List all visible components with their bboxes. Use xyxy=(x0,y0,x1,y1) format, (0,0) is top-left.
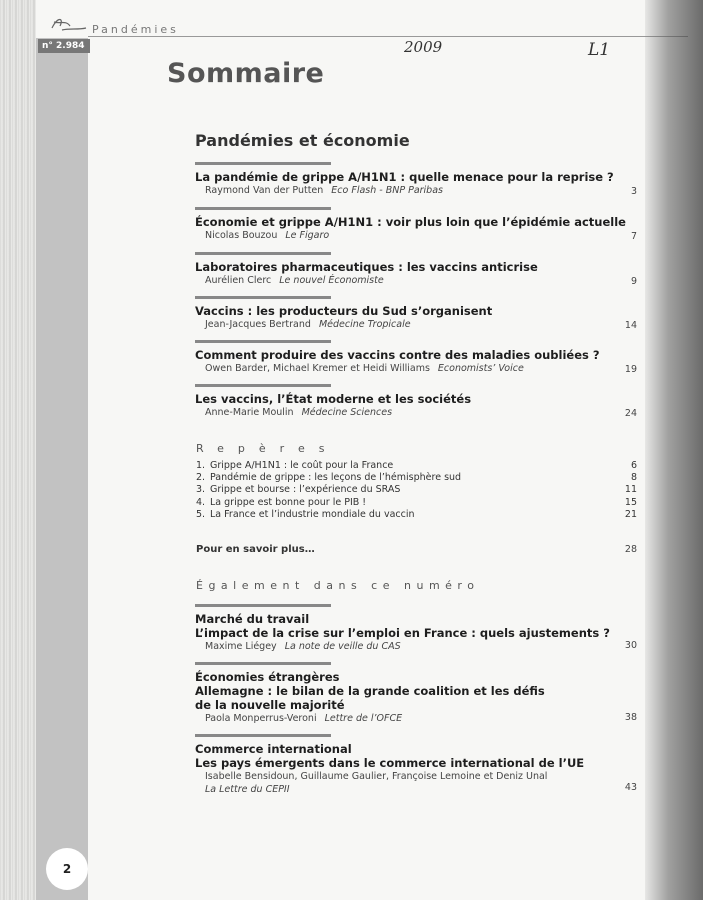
article-entry xyxy=(195,162,637,197)
article-byline xyxy=(195,318,637,331)
entry-bar xyxy=(195,604,331,607)
article-title: Comment produire des vaccins contre des maladies oubliées ? xyxy=(195,348,600,362)
also-author: Maxime Liégey xyxy=(205,641,277,652)
article-author: Aurélien Clerc xyxy=(205,275,272,286)
article-page: 9 xyxy=(630,276,637,287)
item-number: 1. xyxy=(196,460,206,471)
entry-bar xyxy=(195,340,331,343)
also-source: La Lettre du CEPII xyxy=(205,784,290,795)
item-page: 21 xyxy=(624,508,637,520)
item-number: 3. xyxy=(196,484,206,496)
article-byline xyxy=(195,229,637,242)
list-item xyxy=(196,484,637,496)
item-number: 2. xyxy=(196,472,206,484)
article-source: Economists’ Voice xyxy=(437,363,524,374)
article-entry xyxy=(195,296,637,331)
article-byline xyxy=(195,406,637,419)
header-title: Pandémies xyxy=(92,23,179,36)
list-item xyxy=(196,509,637,521)
also-page: 38 xyxy=(624,712,637,723)
article-source: Médecine Sciences xyxy=(301,407,393,418)
section-title: Pandémies et économie xyxy=(195,131,410,150)
article-author: Anne-Marie Moulin xyxy=(205,407,294,418)
reperes-heading: Repères xyxy=(196,442,339,455)
also-author: Paola Monperrus-Veroni xyxy=(205,713,317,724)
article-title: Économie et grippe A/H1N1 : voir plus loin que l’épidémie actuelle xyxy=(195,215,626,229)
item-page: 6 xyxy=(630,460,637,471)
also-title: Les pays émergents dans le commerce international de l’UE xyxy=(195,756,585,770)
item-page: 8 xyxy=(630,472,637,484)
article-source: Le nouvel Économiste xyxy=(279,275,384,286)
list-item xyxy=(196,497,637,509)
article-page: 24 xyxy=(624,408,637,419)
also-title-continued: de la nouvelle majorité xyxy=(195,698,345,712)
article-source: Le Figaro xyxy=(285,230,330,241)
article-entry xyxy=(195,384,637,419)
further-reading-page: 28 xyxy=(624,544,637,555)
also-rubric: Commerce international xyxy=(195,742,352,756)
article-title: Vaccins : les producteurs du Sud s’organisent xyxy=(195,304,493,318)
item-text: Grippe A/H1N1 : le coût pour la France xyxy=(210,460,394,471)
item-page: 15 xyxy=(624,496,637,508)
handwritten-year: 2009 xyxy=(404,38,443,56)
article-entry xyxy=(195,252,637,287)
also-author: Isabelle Bensidoun, Guillaume Gaulier, Françoise Lemoine et Deniz Unal xyxy=(205,771,548,782)
article-byline xyxy=(195,362,637,375)
article-entry xyxy=(195,207,637,242)
also-title: L’impact de la crise sur l’emploi en France : quels ajustements ? xyxy=(195,626,610,640)
article-author: Raymond Van der Putten xyxy=(205,185,324,196)
item-text: La France et l’industrie mondiale du vaccin xyxy=(210,508,415,520)
further-reading-label: Pour en savoir plus… xyxy=(196,544,315,555)
also-source: La note de veille du CAS xyxy=(284,641,401,652)
article-source: Eco Flash - BNP Paribas xyxy=(331,185,443,196)
entry-bar xyxy=(195,296,331,299)
further-reading xyxy=(196,544,637,555)
list-item xyxy=(196,460,637,472)
also-source: Lettre de l’OFCE xyxy=(324,713,403,724)
also-entry xyxy=(195,662,637,725)
entry-bar xyxy=(195,384,331,387)
item-page: 11 xyxy=(624,484,637,496)
logo-icon xyxy=(48,14,88,34)
entry-bar xyxy=(195,207,331,210)
article-title: Les vaccins, l’État moderne et les sociétés xyxy=(195,392,472,406)
article-title: Laboratoires pharmaceutiques : les vaccins anticrise xyxy=(195,260,538,274)
article-page: 3 xyxy=(630,186,637,197)
entry-bar xyxy=(195,662,331,665)
item-text: La grippe est bonne pour le PIB ! xyxy=(210,496,367,508)
article-source: Médecine Tropicale xyxy=(318,319,411,330)
article-entry xyxy=(195,340,637,375)
page-shadow xyxy=(645,0,703,900)
also-entry xyxy=(195,604,637,653)
item-text: Pandémie de grippe : les leçons de l’hémisphère sud xyxy=(210,472,462,484)
also-page: 30 xyxy=(624,640,637,651)
article-page: 19 xyxy=(624,364,637,375)
handwritten-mark: L1 xyxy=(588,40,611,60)
page-number: 2 xyxy=(46,848,88,890)
list-item xyxy=(196,472,637,484)
page-title: Sommaire xyxy=(167,58,325,89)
entry-bar xyxy=(195,734,331,737)
also-rubric: Marché du travail xyxy=(195,612,310,626)
page-edges xyxy=(0,0,36,900)
also-byline xyxy=(195,712,637,725)
also-rubric: Économies étrangères xyxy=(195,670,340,684)
also-page: 43 xyxy=(624,782,637,793)
item-number: 5. xyxy=(196,508,206,520)
reperes-list xyxy=(196,460,637,521)
article-author: Jean-Jacques Bertrand xyxy=(205,319,311,330)
also-entry xyxy=(195,734,637,796)
grey-sidebar xyxy=(36,38,88,900)
article-author: Owen Barder, Michael Kremer et Heidi Williams xyxy=(205,363,430,374)
article-title: La pandémie de grippe A/H1N1 : quelle menace pour la reprise ? xyxy=(195,170,614,184)
also-heading: Également dans ce numéro xyxy=(196,579,480,592)
entry-bar xyxy=(195,162,331,165)
article-byline xyxy=(195,184,637,197)
issue-number: n° 2.984 xyxy=(38,39,90,53)
header-rule xyxy=(88,36,688,37)
item-text: Grippe et bourse : l’expérience du SRAS xyxy=(210,484,401,496)
article-page: 14 xyxy=(624,320,637,331)
article-page: 7 xyxy=(630,231,637,242)
entry-bar xyxy=(195,252,331,255)
also-byline xyxy=(195,640,637,653)
article-author: Nicolas Bouzou xyxy=(205,230,278,241)
also-source-line xyxy=(195,783,637,796)
also-title: Allemagne : le bilan de la grande coalition et les défis xyxy=(195,684,545,698)
article-byline xyxy=(195,274,637,287)
item-number: 4. xyxy=(196,496,206,508)
